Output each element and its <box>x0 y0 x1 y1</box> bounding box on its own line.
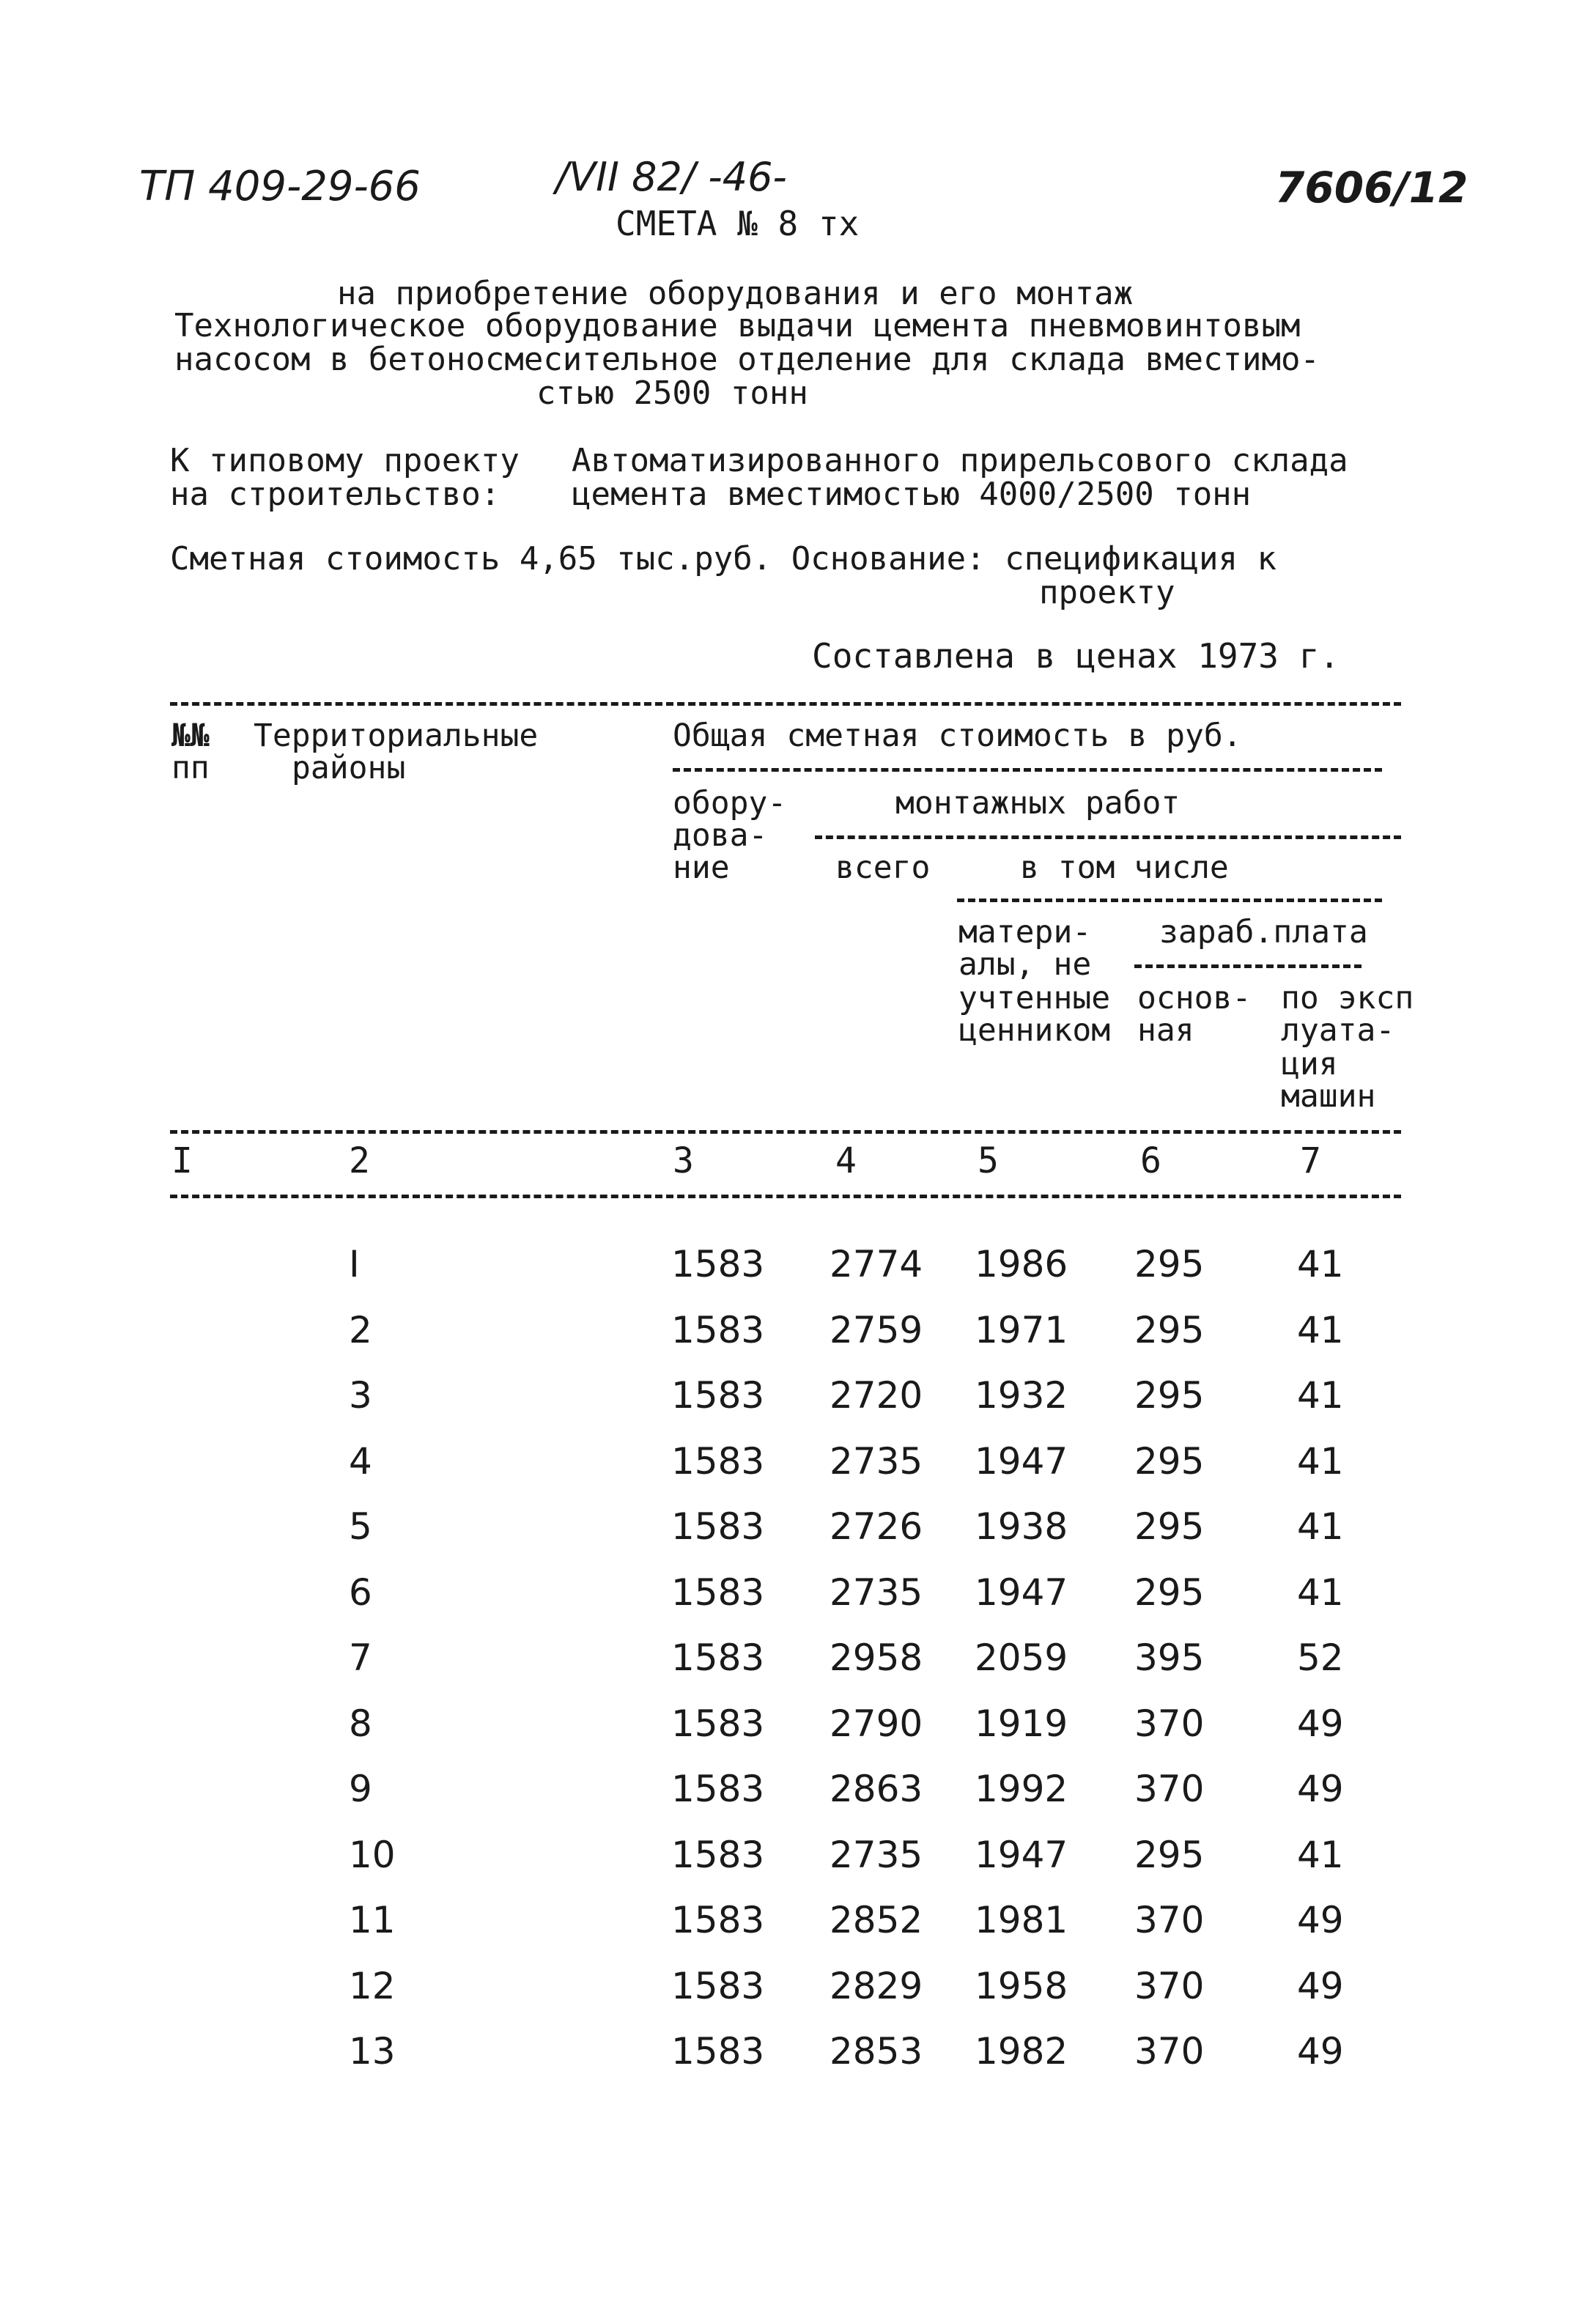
cell-wage-basic: 370 <box>1134 1702 1205 1745</box>
header-total: всего <box>835 849 931 886</box>
cell-materials: 1938 <box>975 1505 1068 1548</box>
cell-materials: 1947 <box>975 1833 1068 1876</box>
column-number-6: 6 <box>1140 1140 1161 1181</box>
header-equipment-line-3: ние <box>673 849 730 886</box>
project-label-line-1: К типовому проекту <box>170 442 520 479</box>
cell-region: 4 <box>349 1439 372 1483</box>
column-number-7: 7 <box>1300 1140 1321 1181</box>
cell-materials: 1986 <box>975 1243 1068 1285</box>
description-line-4: стью 2500 тонн <box>536 374 808 412</box>
project-name-line-1: Автоматизированного прирельсового склада <box>572 442 1348 479</box>
cell-region: 11 <box>349 1899 396 1941</box>
estimated-cost-basis: проекту <box>1039 574 1175 611</box>
cell-region: 8 <box>349 1702 372 1745</box>
cell-wage-basic: 395 <box>1134 1636 1205 1679</box>
header-materials-line-1: матери- <box>958 914 1092 951</box>
cell-equipment: 1583 <box>671 1833 765 1876</box>
project-label-line-2: на строительство: <box>170 476 500 513</box>
header-machines-line-1: по эксп <box>1281 980 1414 1016</box>
header-region-line-2: районы <box>292 750 406 786</box>
header-wages: зараб.плата <box>1159 914 1368 951</box>
header-region-line-1: Территориальные <box>254 717 539 754</box>
cell-region: 13 <box>349 2030 396 2073</box>
header-materials-line-2: алы, не <box>958 946 1092 983</box>
cell-equipment: 1583 <box>671 1768 765 1810</box>
cell-equipment: 1583 <box>671 1964 765 2007</box>
sheet-ref: 7606/12 <box>1275 163 1468 213</box>
cell-region: 6 <box>349 1571 372 1614</box>
cell-materials: 1971 <box>975 1308 1068 1351</box>
header-materials-line-3: учтенные <box>958 980 1111 1016</box>
cell-wage-basic: 370 <box>1134 1899 1205 1941</box>
cell-equipment: 1583 <box>671 1374 765 1417</box>
header-machines-line-2: луата- <box>1281 1012 1395 1049</box>
header-wages-basic-line-1: основ- <box>1137 980 1252 1016</box>
header-bottom-rule <box>170 1130 1401 1134</box>
cell-wage-machines: 49 <box>1297 1899 1344 1941</box>
cell-region: 10 <box>349 1833 396 1876</box>
cell-wage-basic: 295 <box>1134 1833 1205 1876</box>
header-machines-line-3: ция <box>1281 1046 1338 1082</box>
header-wages-basic-line-2: ная <box>1137 1012 1194 1049</box>
cell-region: 3 <box>349 1374 372 1417</box>
cell-wage-basic: 295 <box>1134 1505 1205 1548</box>
cell-equipment: 1583 <box>671 1308 765 1351</box>
cell-wage-basic: 295 <box>1134 1308 1205 1351</box>
column-number-3: 3 <box>673 1140 694 1181</box>
cell-materials: 1981 <box>975 1899 1068 1941</box>
cell-wage-machines: 49 <box>1297 2030 1344 2073</box>
cell-wage-machines: 41 <box>1297 1308 1344 1351</box>
cell-equipment: 1583 <box>671 1439 765 1483</box>
cell-wage-basic: 295 <box>1134 1374 1205 1417</box>
header-rule-install-works <box>815 835 1401 839</box>
cell-equipment: 1583 <box>671 1899 765 1941</box>
cell-total: 2852 <box>830 1899 923 1941</box>
cell-wage-machines: 41 <box>1297 1505 1344 1548</box>
cell-total: 2829 <box>830 1964 923 2007</box>
cell-equipment: 1583 <box>671 1571 765 1614</box>
cell-materials: 1958 <box>975 1964 1068 2007</box>
column-numbers-rule <box>170 1195 1401 1198</box>
archive-ref: /VII 82/ -46- <box>555 154 787 200</box>
cell-total: 2726 <box>830 1505 923 1548</box>
header-no-line-2: пп <box>171 750 210 786</box>
cell-region: 2 <box>349 1308 372 1351</box>
header-equipment-line-1: обору- <box>673 785 787 822</box>
header-materials-line-4: ценником <box>958 1012 1111 1049</box>
estimated-cost: Сметная стоимость 4,65 тыс.руб. Основание: спецификация к <box>170 540 1277 578</box>
cell-total: 2735 <box>830 1833 923 1876</box>
cell-equipment: 1583 <box>671 2030 765 2073</box>
cell-wage-basic: 295 <box>1134 1439 1205 1483</box>
cell-region: 7 <box>349 1636 372 1679</box>
cell-wage-basic: 295 <box>1134 1571 1205 1614</box>
cell-total: 2853 <box>830 2030 923 2073</box>
header-equipment-line-2: дова- <box>673 817 768 854</box>
table-top-rule <box>170 702 1401 706</box>
cell-equipment: 1583 <box>671 1243 765 1285</box>
cell-total: 2720 <box>830 1374 923 1417</box>
cell-materials: 1947 <box>975 1439 1068 1483</box>
cell-total: 2863 <box>830 1768 923 1810</box>
cell-wage-machines: 49 <box>1297 1702 1344 1745</box>
description-line-2: Технологическое оборудование выдачи цемента пневмовинтовым <box>174 307 1301 344</box>
cell-wage-basic: 370 <box>1134 2030 1205 2073</box>
description-line-3: насосом в бетоносмесительное отделение для склада вместимо- <box>174 341 1320 378</box>
cell-total: 2735 <box>830 1439 923 1483</box>
cell-equipment: 1583 <box>671 1636 765 1679</box>
cell-materials: 2059 <box>975 1636 1068 1679</box>
cell-materials: 1932 <box>975 1374 1068 1417</box>
cell-total: 2790 <box>830 1702 923 1745</box>
cell-wage-machines: 41 <box>1297 1243 1344 1285</box>
column-number-2: 2 <box>349 1140 370 1181</box>
header-including: в том числе <box>1020 849 1229 886</box>
cell-wage-machines: 41 <box>1297 1374 1344 1417</box>
cell-region: I <box>349 1243 360 1285</box>
cell-wage-basic: 370 <box>1134 1768 1205 1810</box>
column-number-1: I <box>171 1140 193 1181</box>
header-rule-including <box>957 898 1382 902</box>
cell-total: 2774 <box>830 1243 923 1285</box>
column-number-4: 4 <box>835 1140 857 1181</box>
doc-code: ТП 409-29-66 <box>139 163 421 210</box>
column-number-5: 5 <box>978 1140 999 1181</box>
cell-equipment: 1583 <box>671 1702 765 1745</box>
cell-total: 2735 <box>830 1571 923 1614</box>
cell-materials: 1919 <box>975 1702 1068 1745</box>
cell-region: 12 <box>349 1964 396 2007</box>
cell-wage-machines: 41 <box>1297 1439 1344 1483</box>
cell-wage-machines: 49 <box>1297 1768 1344 1810</box>
cell-wage-basic: 295 <box>1134 1243 1205 1285</box>
cell-wage-machines: 49 <box>1297 1964 1344 2007</box>
cell-equipment: 1583 <box>671 1505 765 1548</box>
cell-wage-basic: 370 <box>1134 1964 1205 2007</box>
cell-wage-machines: 41 <box>1297 1833 1344 1876</box>
cell-region: 9 <box>349 1768 372 1810</box>
project-name-line-2: цемента вместимостью 4000/2500 тонн <box>572 476 1252 513</box>
cell-total: 2958 <box>830 1636 923 1679</box>
cell-wage-machines: 41 <box>1297 1571 1344 1614</box>
description-line-1: на приобретение оборудования и его монтаж <box>337 275 1134 312</box>
header-rule-wages <box>1134 964 1362 968</box>
prices-year: Составлена в ценах 1973 г. <box>812 636 1340 676</box>
cell-wage-machines: 52 <box>1297 1636 1344 1679</box>
header-no-line-1: №№ <box>171 717 210 754</box>
cell-region: 5 <box>349 1505 372 1548</box>
header-install-works: монтажных работ <box>895 785 1181 822</box>
document-title: СМЕТА № 8 тх <box>616 204 860 243</box>
header-machines-line-4: машин <box>1281 1078 1376 1115</box>
cell-materials: 1982 <box>975 2030 1068 2073</box>
cell-total: 2759 <box>830 1308 923 1351</box>
cell-materials: 1992 <box>975 1768 1068 1810</box>
header-rule-total-cost <box>673 768 1382 772</box>
cell-materials: 1947 <box>975 1571 1068 1614</box>
header-total-cost: Общая сметная стоимость в руб. <box>673 717 1242 754</box>
